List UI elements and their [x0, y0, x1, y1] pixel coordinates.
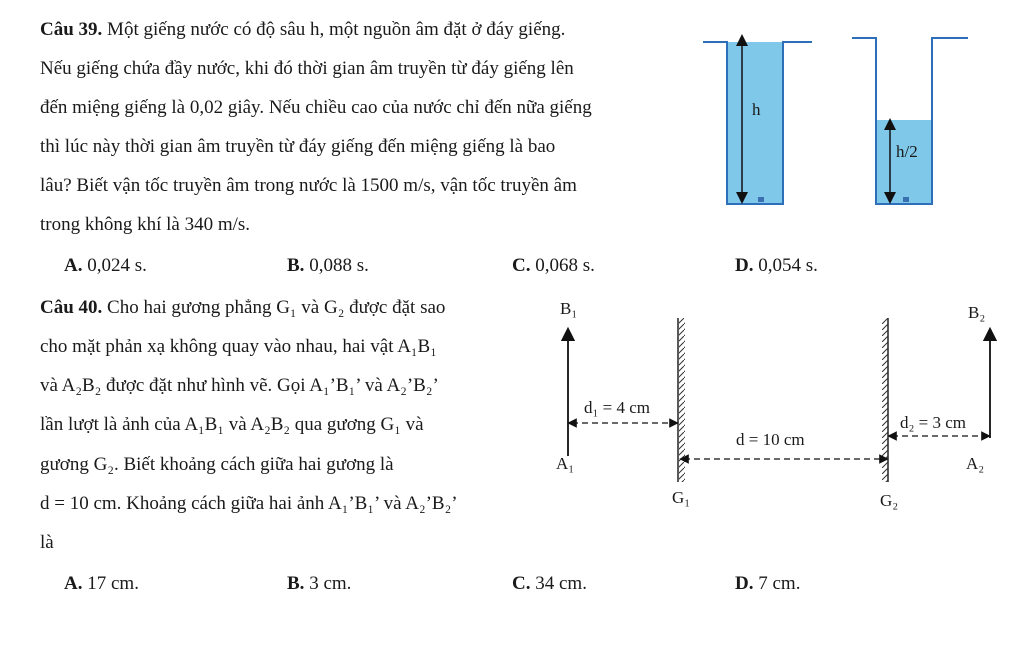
- q40-option-a-text: 17 cm.: [87, 573, 139, 594]
- q39-option-a-letter: A.: [64, 255, 83, 276]
- q39-option-c-letter: C.: [512, 255, 531, 276]
- label-g2: G₂: [880, 491, 899, 510]
- q39-option-b-text: 0,088 s.: [309, 255, 369, 276]
- q39-line-3: đến miệng giếng là 0,02 giây. Nếu chiều cao của nước chỉ đến nữa giếng: [40, 97, 592, 118]
- q39-option-d-text: 0,054 s.: [758, 255, 818, 276]
- q40-option-a-letter: A.: [64, 573, 83, 594]
- q40-option-b-letter: B.: [287, 573, 305, 594]
- label-b2: B₂: [968, 303, 986, 322]
- q39-line-5: lâu? Biết vận tốc truyền âm trong nước là 1500 m/s, vận tốc truyền âm: [40, 175, 577, 196]
- q39-line-6: trong không khí là 340 m/s.: [40, 214, 251, 235]
- q40-option-d-text: 7 cm.: [758, 573, 801, 594]
- well-label-half-h: h/2: [896, 142, 918, 161]
- q40-line-7: là: [40, 532, 54, 553]
- q40-line-4: lần lượt là ảnh của A₁B₁ và A₂B₂ qua gương G₁ và: [40, 414, 424, 435]
- q40-line-5: gương G₂. Biết khoảng cách giữa hai gương là: [40, 454, 394, 475]
- q39-option-b-letter: B.: [287, 255, 305, 276]
- q40-option-c-letter: C.: [512, 573, 531, 594]
- q39-line-2: Nếu giếng chứa đầy nước, khi đó thời gian âm truyền từ đáy giếng lên: [40, 58, 574, 79]
- label-d1: d₁ = 4 cm: [584, 398, 651, 417]
- q40-label: Câu 40.: [40, 297, 103, 318]
- label-g1: G₁: [672, 488, 691, 507]
- q39-label: Câu 39.: [40, 19, 103, 40]
- q40-line-6: d = 10 cm. Khoảng cách giữa hai ảnh A₁’B₁’ và A₂’B₂’: [40, 493, 458, 514]
- label-a1: A₁: [556, 454, 575, 473]
- q40-option-c-text: 34 cm.: [535, 573, 587, 594]
- mirror-g1-hatch: [679, 318, 685, 482]
- q40-line-2: cho mặt phản xạ không quay vào nhau, hai vật A₁B₁: [40, 336, 437, 357]
- q39-line-4: thì lúc này thời gian âm truyền từ đáy giếng đến miệng giếng là bao: [40, 136, 556, 157]
- q39-option-a-text: 0,024 s.: [87, 255, 147, 276]
- q39-option-c-text: 0,068 s.: [535, 255, 595, 276]
- q40-option-d-letter: D.: [735, 573, 754, 594]
- label-d2: d₂ = 3 cm: [900, 413, 967, 432]
- well-label-h: h: [752, 100, 761, 119]
- q39-option-d-letter: D.: [735, 255, 754, 276]
- q40-line-3: và A₂B₂ được đặt như hình vẽ. Gọi A₁’B₁’ và A₂’B₂’: [40, 375, 439, 396]
- mirror-g2-hatch: [882, 318, 888, 482]
- label-a2: A₂: [966, 454, 985, 473]
- label-d: d = 10 cm: [736, 430, 805, 449]
- label-b1: B₁: [560, 299, 578, 318]
- q39-text-1: Một giếng nước có độ sâu h, một nguồn âm đặt ở đáy giếng.: [107, 19, 566, 40]
- q40-option-b-text: 3 cm.: [309, 573, 352, 594]
- q40-text-1: Cho hai gương phẳng G₁ và G₂ được đặt sao: [107, 297, 446, 318]
